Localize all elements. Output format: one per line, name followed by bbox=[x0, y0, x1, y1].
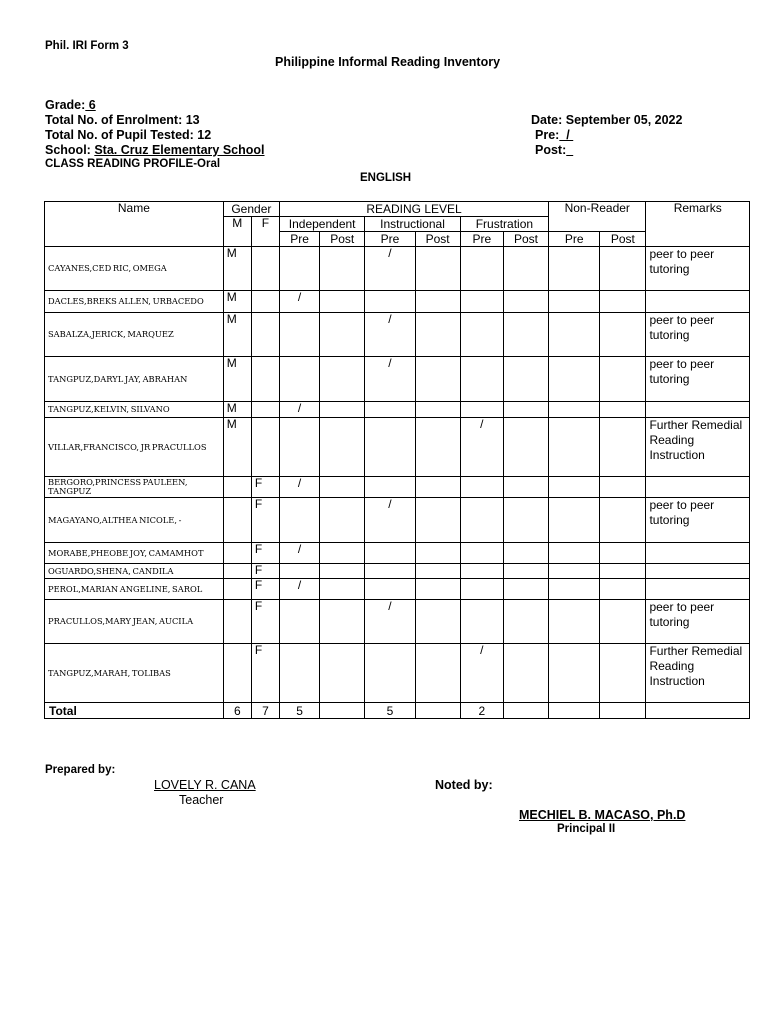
instructional-post-mark bbox=[415, 579, 460, 600]
non-reader-pre-mark bbox=[549, 600, 600, 644]
header-instructional-post: Post bbox=[415, 232, 460, 247]
male-mark: M bbox=[223, 247, 251, 291]
non-reader-post-mark bbox=[600, 498, 646, 543]
frustration-post-mark bbox=[503, 579, 548, 600]
header-reading-level: READING LEVEL bbox=[279, 202, 548, 217]
independent-post-mark bbox=[320, 291, 365, 313]
table-row bbox=[45, 418, 750, 477]
female-mark bbox=[251, 402, 279, 418]
grade-label: Grade: bbox=[45, 98, 86, 112]
remarks-cell bbox=[646, 402, 750, 418]
total-female: 7 bbox=[251, 703, 279, 719]
table-row bbox=[45, 477, 750, 498]
total-frustration-post bbox=[503, 703, 548, 719]
subject-heading: ENGLISH bbox=[360, 172, 412, 184]
non-reader-pre-mark bbox=[549, 402, 600, 418]
pupil-name: CAYANES,CED RIC, OMEGA bbox=[45, 247, 224, 291]
remarks-cell: Further Remedial Reading Instruction bbox=[646, 644, 750, 703]
remarks-cell bbox=[646, 564, 750, 579]
frustration-post-mark bbox=[503, 564, 548, 579]
table-row bbox=[45, 247, 750, 291]
non-reader-post-mark bbox=[600, 418, 646, 477]
independent-pre-mark: / bbox=[279, 579, 319, 600]
instructional-pre-mark bbox=[365, 477, 415, 498]
independent-pre-mark bbox=[279, 498, 319, 543]
non-reader-post-mark bbox=[600, 313, 646, 357]
frustration-post-mark bbox=[503, 644, 548, 703]
non-reader-post-mark bbox=[600, 477, 646, 498]
non-reader-post-mark bbox=[600, 600, 646, 644]
pupil-name: OGUARDO,SHENA, CANDILA bbox=[45, 564, 224, 579]
female-mark: F bbox=[251, 600, 279, 644]
table-row bbox=[45, 579, 750, 600]
non-reader-post-mark bbox=[600, 543, 646, 564]
teacher-title: Teacher bbox=[179, 793, 224, 807]
independent-post-mark bbox=[320, 418, 365, 477]
remarks-cell bbox=[646, 579, 750, 600]
independent-pre-mark bbox=[279, 418, 319, 477]
frustration-pre-mark bbox=[460, 477, 503, 498]
header-instructional-pre: Pre bbox=[365, 232, 415, 247]
header-non-reader: Non-Reader bbox=[549, 202, 646, 232]
female-mark bbox=[251, 313, 279, 357]
header-remarks: Remarks bbox=[646, 202, 750, 247]
school-label: School: bbox=[45, 143, 95, 157]
independent-post-mark bbox=[320, 498, 365, 543]
frustration-post-mark bbox=[503, 543, 548, 564]
remarks-cell: peer to peer tutoring bbox=[646, 357, 750, 402]
header-gender: Gender bbox=[223, 202, 279, 217]
total-label: Total bbox=[45, 703, 224, 719]
pupil-name: TANGPUZ,KELVIN, SILVANO bbox=[45, 402, 224, 418]
non-reader-pre-mark bbox=[549, 418, 600, 477]
pupil-name: PEROL,MARIAN ANGELINE, SAROL bbox=[45, 579, 224, 600]
noted-by-label: Noted by: bbox=[435, 778, 493, 792]
frustration-pre-mark bbox=[460, 579, 503, 600]
female-mark: F bbox=[251, 579, 279, 600]
non-reader-post-mark bbox=[600, 402, 646, 418]
remarks-cell bbox=[646, 477, 750, 498]
independent-post-mark bbox=[320, 247, 365, 291]
remarks-cell: peer to peer tutoring bbox=[646, 600, 750, 644]
instructional-pre-mark: / bbox=[365, 313, 415, 357]
instructional-post-mark bbox=[415, 357, 460, 402]
instructional-pre-mark: / bbox=[365, 247, 415, 291]
remarks-cell: peer to peer tutoring bbox=[646, 313, 750, 357]
table-row bbox=[45, 291, 750, 313]
independent-post-mark bbox=[320, 313, 365, 357]
female-mark: F bbox=[251, 498, 279, 543]
pupil-name: VILLAR,FRANCISCO, JR PRACULLOS bbox=[45, 418, 224, 477]
non-reader-pre-mark bbox=[549, 644, 600, 703]
independent-pre-mark: / bbox=[279, 477, 319, 498]
pre-label: Pre: bbox=[535, 128, 560, 142]
frustration-pre-mark bbox=[460, 498, 503, 543]
remarks-cell bbox=[646, 543, 750, 564]
class-profile-label: CLASS READING PROFILE-Oral bbox=[45, 158, 221, 170]
instructional-pre-mark bbox=[365, 564, 415, 579]
frustration-post-mark bbox=[503, 313, 548, 357]
independent-post-mark bbox=[320, 579, 365, 600]
non-reader-pre-mark bbox=[549, 291, 600, 313]
remarks-cell: peer to peer tutoring bbox=[646, 247, 750, 291]
frustration-post-mark bbox=[503, 291, 548, 313]
instructional-pre-mark bbox=[365, 543, 415, 564]
instructional-post-mark bbox=[415, 402, 460, 418]
header-female: F bbox=[251, 217, 279, 247]
table-row bbox=[45, 600, 750, 644]
non-reader-post-mark bbox=[600, 644, 646, 703]
pupil-name: TANGPUZ,MARAH, TOLIBAS bbox=[45, 644, 224, 703]
header-non-reader-post: Post bbox=[600, 232, 646, 247]
frustration-post-mark bbox=[503, 600, 548, 644]
non-reader-pre-mark bbox=[549, 357, 600, 402]
non-reader-post-mark bbox=[600, 357, 646, 402]
frustration-post-mark bbox=[503, 357, 548, 402]
instructional-post-mark bbox=[415, 313, 460, 357]
male-mark: M bbox=[223, 313, 251, 357]
pupil-name: MORABE,PHEOBE JOY, CAMAMHOT bbox=[45, 543, 224, 564]
table-row bbox=[45, 543, 750, 564]
independent-post-mark bbox=[320, 644, 365, 703]
instructional-post-mark bbox=[415, 543, 460, 564]
header-instructional: Instructional bbox=[365, 217, 460, 232]
male-mark bbox=[223, 644, 251, 703]
remarks-cell: Further Remedial Reading Instruction bbox=[646, 418, 750, 477]
frustration-pre-mark bbox=[460, 543, 503, 564]
female-mark bbox=[251, 357, 279, 402]
pupil-name: BERGORO,PRINCESS PAULEEN, TANGPUZ bbox=[45, 477, 224, 498]
independent-post-mark bbox=[320, 564, 365, 579]
header-name: Name bbox=[45, 202, 224, 247]
date-line: Date: September 05, 2022 bbox=[531, 113, 683, 127]
male-mark: M bbox=[223, 291, 251, 313]
female-mark bbox=[251, 247, 279, 291]
header-frustration-post: Post bbox=[503, 232, 548, 247]
instructional-post-mark bbox=[415, 418, 460, 477]
instructional-post-mark bbox=[415, 564, 460, 579]
non-reader-post-mark bbox=[600, 291, 646, 313]
principal-title: Principal II bbox=[557, 823, 616, 835]
total-instructional-post bbox=[415, 703, 460, 719]
female-mark bbox=[251, 418, 279, 477]
pupil-name: DACLES,BREKS ALLEN, URBACEDO bbox=[45, 291, 224, 313]
male-mark bbox=[223, 600, 251, 644]
header-frustration: Frustration bbox=[460, 217, 548, 232]
enrolment-line: Total No. of Enrolment: 13 bbox=[45, 113, 200, 127]
header-independent: Independent bbox=[279, 217, 364, 232]
prepared-by-label: Prepared by: bbox=[45, 764, 116, 776]
remarks-cell: peer to peer tutoring bbox=[646, 498, 750, 543]
male-mark bbox=[223, 498, 251, 543]
table-row bbox=[45, 564, 750, 579]
tested-line: Total No. of Pupil Tested: 12 bbox=[45, 128, 212, 142]
school-value: Sta. Cruz Elementary School bbox=[94, 143, 265, 157]
profile-body bbox=[45, 247, 750, 719]
table-row bbox=[45, 313, 750, 357]
total-independent-post bbox=[320, 703, 365, 719]
instructional-pre-mark bbox=[365, 579, 415, 600]
frustration-pre-mark bbox=[460, 357, 503, 402]
independent-post-mark bbox=[320, 357, 365, 402]
non-reader-pre-mark bbox=[549, 579, 600, 600]
frustration-pre-mark bbox=[460, 600, 503, 644]
pupil-name: MAGAYANO,ALTHEA NICOLE, - bbox=[45, 498, 224, 543]
table-row bbox=[45, 402, 750, 418]
total-non-reader-post bbox=[600, 703, 646, 719]
remarks-cell bbox=[646, 291, 750, 313]
header-non-reader-pre: Pre bbox=[549, 232, 600, 247]
frustration-pre-mark bbox=[460, 564, 503, 579]
total-frustration-pre: 2 bbox=[460, 703, 503, 719]
total-male: 6 bbox=[223, 703, 251, 719]
female-mark: F bbox=[251, 543, 279, 564]
instructional-pre-mark: / bbox=[365, 357, 415, 402]
instructional-post-mark bbox=[415, 477, 460, 498]
independent-pre-mark bbox=[279, 644, 319, 703]
non-reader-pre-mark bbox=[549, 498, 600, 543]
frustration-post-mark bbox=[503, 402, 548, 418]
frustration-post-mark bbox=[503, 498, 548, 543]
independent-post-mark bbox=[320, 402, 365, 418]
instructional-pre-mark bbox=[365, 644, 415, 703]
instructional-post-mark bbox=[415, 291, 460, 313]
independent-post-mark bbox=[320, 600, 365, 644]
male-mark: M bbox=[223, 418, 251, 477]
male-mark bbox=[223, 564, 251, 579]
header-male: M bbox=[223, 217, 251, 247]
independent-pre-mark: / bbox=[279, 291, 319, 313]
post-label: Post: bbox=[535, 143, 567, 157]
female-mark: F bbox=[251, 564, 279, 579]
non-reader-pre-mark bbox=[549, 564, 600, 579]
school-line bbox=[45, 143, 265, 157]
independent-post-mark bbox=[320, 477, 365, 498]
independent-pre-mark bbox=[279, 600, 319, 644]
instructional-post-mark bbox=[415, 247, 460, 291]
independent-pre-mark bbox=[279, 247, 319, 291]
female-mark: F bbox=[251, 644, 279, 703]
instructional-post-mark bbox=[415, 498, 460, 543]
total-instructional-pre: 5 bbox=[365, 703, 415, 719]
table-row bbox=[45, 498, 750, 543]
post-line bbox=[535, 143, 573, 157]
form-code: Phil. IRI Form 3 bbox=[45, 40, 129, 52]
independent-pre-mark: / bbox=[279, 543, 319, 564]
header-independent-pre: Pre bbox=[279, 232, 319, 247]
pre-line bbox=[535, 128, 573, 142]
pupil-name: TANGPUZ,DARYL JAY, ABRAHAN bbox=[45, 357, 224, 402]
male-mark bbox=[223, 543, 251, 564]
post-value bbox=[566, 143, 573, 157]
male-mark: M bbox=[223, 402, 251, 418]
non-reader-post-mark bbox=[600, 247, 646, 291]
class-reading-profile-table bbox=[44, 201, 750, 719]
grade-line bbox=[45, 98, 96, 112]
frustration-pre-mark bbox=[460, 247, 503, 291]
independent-pre-mark bbox=[279, 357, 319, 402]
non-reader-pre-mark bbox=[549, 543, 600, 564]
female-mark: F bbox=[251, 477, 279, 498]
non-reader-pre-mark bbox=[549, 313, 600, 357]
principal-name: MECHIEL B. MACASO, Ph.D bbox=[519, 808, 686, 822]
total-remarks bbox=[646, 703, 750, 719]
non-reader-pre-mark bbox=[549, 477, 600, 498]
table-row bbox=[45, 644, 750, 703]
instructional-pre-mark bbox=[365, 291, 415, 313]
instructional-post-mark bbox=[415, 600, 460, 644]
total-row bbox=[45, 703, 750, 719]
instructional-pre-mark bbox=[365, 402, 415, 418]
non-reader-post-mark bbox=[600, 564, 646, 579]
header-independent-post: Post bbox=[320, 232, 365, 247]
male-mark: M bbox=[223, 357, 251, 402]
non-reader-pre-mark bbox=[549, 247, 600, 291]
independent-pre-mark: / bbox=[279, 402, 319, 418]
total-independent-pre: 5 bbox=[279, 703, 319, 719]
pupil-name: PRACULLOS,MARY JEAN, AUCILA bbox=[45, 600, 224, 644]
independent-pre-mark bbox=[279, 564, 319, 579]
teacher-name: LOVELY R. CANA bbox=[154, 778, 256, 792]
frustration-pre-mark bbox=[460, 402, 503, 418]
instructional-pre-mark: / bbox=[365, 498, 415, 543]
instructional-pre-mark bbox=[365, 418, 415, 477]
independent-post-mark bbox=[320, 543, 365, 564]
frustration-pre-mark: / bbox=[460, 644, 503, 703]
non-reader-post-mark bbox=[600, 579, 646, 600]
male-mark bbox=[223, 579, 251, 600]
header-frustration-pre: Pre bbox=[460, 232, 503, 247]
independent-pre-mark bbox=[279, 313, 319, 357]
grade-value: 6 bbox=[85, 98, 96, 112]
pre-value: / bbox=[559, 128, 574, 142]
form-title: Philippine Informal Reading Inventory bbox=[275, 55, 501, 69]
male-mark bbox=[223, 477, 251, 498]
instructional-pre-mark: / bbox=[365, 600, 415, 644]
instructional-post-mark bbox=[415, 644, 460, 703]
female-mark bbox=[251, 291, 279, 313]
frustration-post-mark bbox=[503, 247, 548, 291]
total-non-reader-pre bbox=[549, 703, 600, 719]
frustration-pre-mark: / bbox=[460, 418, 503, 477]
frustration-pre-mark bbox=[460, 313, 503, 357]
table-row bbox=[45, 357, 750, 402]
frustration-pre-mark bbox=[460, 291, 503, 313]
frustration-post-mark bbox=[503, 477, 548, 498]
frustration-post-mark bbox=[503, 418, 548, 477]
pupil-name: SABALZA,JERICK, MARQUEZ bbox=[45, 313, 224, 357]
